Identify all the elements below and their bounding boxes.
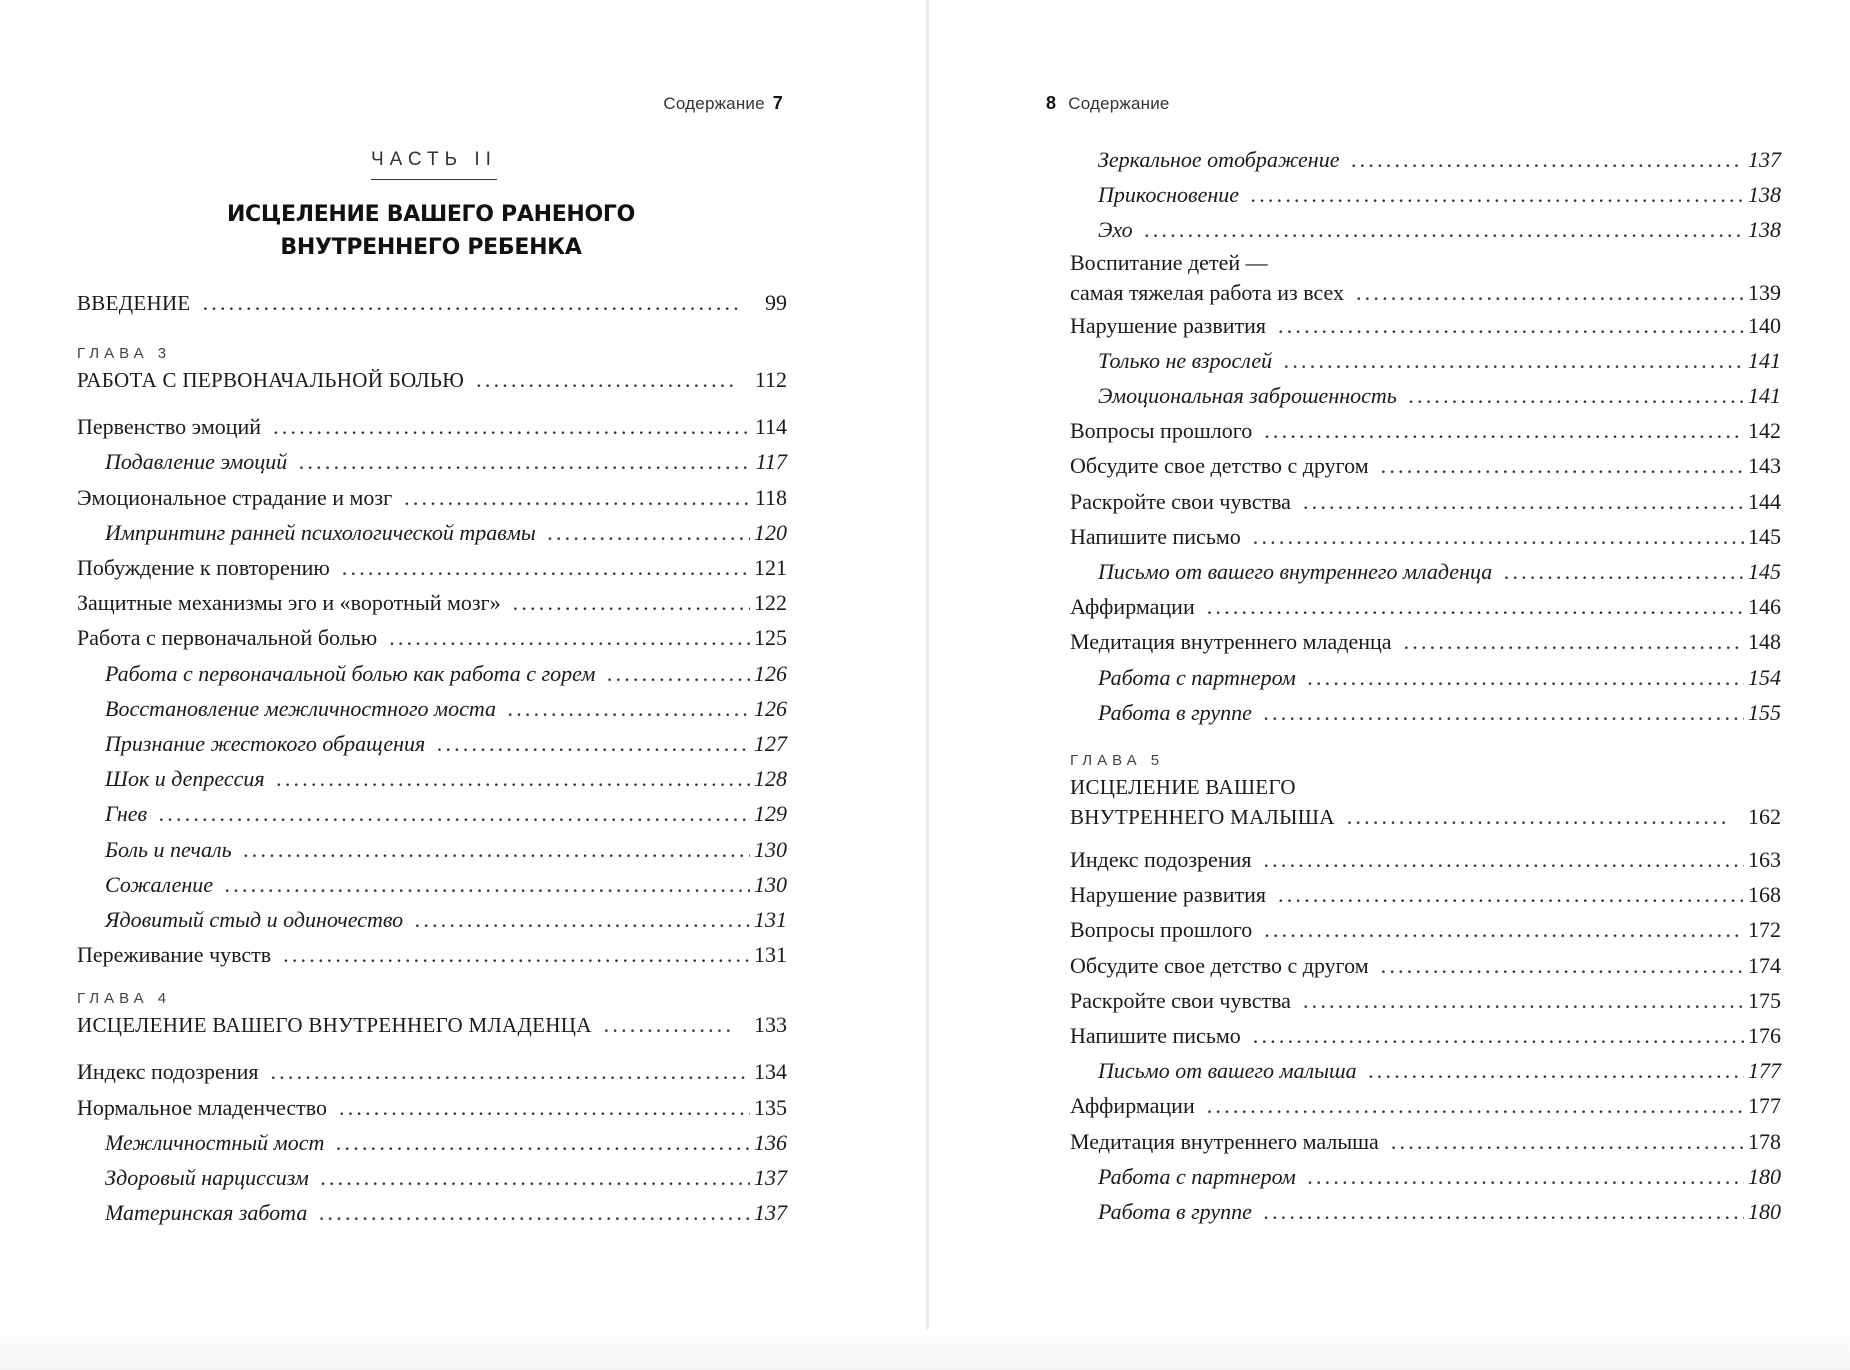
toc-subentry[interactable] — [77, 1125, 787, 1160]
toc-entry — [1070, 802, 1781, 832]
toc-entry[interactable] — [1070, 308, 1781, 343]
leader-dots — [415, 902, 750, 937]
toc-entry-title: Раскройте свои чувства — [1070, 488, 1291, 514]
toc-entry-page: 138 — [1748, 217, 1781, 243]
toc-entry-page: 145 — [1748, 523, 1781, 549]
toc-entry-title: Работа с первоначальной болью как работа с горем — [105, 660, 596, 686]
toc-subentry[interactable] — [1070, 1159, 1781, 1194]
toc-entry-title: Раскройте свои чувства — [1070, 987, 1291, 1013]
right-page — [929, 0, 1850, 1370]
leader-dots — [548, 515, 750, 550]
chapter5-entries — [1070, 842, 1781, 1229]
toc-entry-page: 130 — [754, 871, 787, 897]
leader-dots — [1308, 1159, 1744, 1194]
toc-entry-title: Импринтинг ранней психологической травмы — [105, 519, 536, 545]
toc-subentry[interactable] — [77, 515, 787, 550]
toc-entry-page: 126 — [754, 660, 787, 686]
toc-entry-page: 172 — [1748, 917, 1781, 943]
toc-entry[interactable] — [1070, 912, 1781, 947]
toc-entry-title: Признание жестокого обращения — [105, 731, 426, 757]
toc-entry-page: 117 — [755, 449, 787, 475]
toc-entry-title: Нормальное младенчество — [77, 1094, 327, 1120]
toc-entry[interactable] — [77, 620, 787, 655]
toc-entry-title: Подавление эмоций — [105, 449, 288, 475]
leader-dots — [389, 620, 750, 655]
leader-dots — [1207, 1088, 1744, 1123]
leader-dots — [339, 1090, 750, 1125]
toc-entry-page: 137 — [754, 1200, 787, 1226]
leader-dots — [1145, 212, 1744, 247]
toc-entry-title: Вопросы прошлого — [1070, 418, 1253, 444]
leader-dots — [1351, 142, 1744, 177]
part-title-line: ИСЦЕЛЕНИЕ ВАШЕГО РАНЕНОГО — [226, 202, 636, 227]
toc-entry-parenting[interactable] — [1070, 248, 1781, 308]
leader-dots — [319, 1195, 750, 1230]
toc-entry-title: Медитация внутреннего малыша — [1070, 1128, 1379, 1154]
toc-entry-page: 155 — [1748, 699, 1781, 725]
toc-entry-page: 136 — [754, 1129, 787, 1155]
toc-entry-title: Работа в группе — [1098, 1199, 1252, 1225]
leader-dots — [273, 409, 751, 444]
toc-subentry[interactable] — [77, 691, 787, 726]
toc-entry-page: 178 — [1748, 1128, 1781, 1154]
toc-entry-page: 141 — [1748, 347, 1781, 373]
toc-entry-title: Эмоциональное страдание и мозг — [77, 484, 393, 510]
chapter-title-entry[interactable] — [77, 1010, 787, 1040]
toc-entry-title: Шок и депрессия — [105, 766, 265, 792]
toc-entry-title: ВНУТРЕННЕГО МАЛЫША — [1070, 805, 1335, 830]
leader-dots — [244, 832, 750, 867]
toc-entry-page: 146 — [1748, 594, 1781, 620]
leader-dots — [1263, 842, 1744, 877]
toc-entry-title: Вопросы прошлого — [1070, 917, 1253, 943]
toc-entry[interactable] — [77, 1090, 787, 1125]
leader-dots — [1356, 278, 1744, 308]
toc-entry-title: Медитация внутреннего младенца — [1070, 629, 1392, 655]
toc-entry[interactable] — [77, 937, 787, 972]
toc-entry[interactable] — [1070, 519, 1781, 554]
leader-dots — [1284, 343, 1744, 378]
toc-subentry[interactable] — [1070, 1053, 1781, 1088]
toc-entry-title: Письмо от вашего малыша — [1098, 1058, 1357, 1084]
toc-subentry[interactable] — [77, 867, 787, 902]
toc-entry-page: 122 — [754, 590, 787, 616]
toc-entry-title: Аффирмации — [1070, 594, 1195, 620]
toc-entry-title: Работа с партнером — [1098, 664, 1296, 690]
leader-dots — [1381, 448, 1744, 483]
toc-subentry[interactable] — [77, 726, 787, 761]
toc-entry-page: 125 — [754, 625, 787, 651]
toc-entry-page: 99 — [765, 290, 787, 315]
chapter-title-entry[interactable] — [1070, 772, 1781, 832]
page-number: 7 — [772, 93, 783, 113]
toc-subentry[interactable] — [77, 796, 787, 831]
running-head-label: Содержание — [663, 94, 765, 113]
leader-dots — [270, 1054, 750, 1089]
leader-dots — [1264, 695, 1744, 730]
toc-entry[interactable] — [1070, 983, 1781, 1018]
toc-entry-title: Индекс подозрения — [1070, 847, 1252, 873]
toc-entry-title: Письмо от вашего внутреннего младенца — [1098, 559, 1493, 585]
leader-dots — [437, 726, 750, 761]
leader-dots — [342, 550, 750, 585]
toc-entry-page: 120 — [754, 519, 787, 545]
toc-entry-page: 139 — [1748, 279, 1781, 305]
leader-dots — [1381, 948, 1744, 983]
toc-entry-page: 137 — [1748, 147, 1781, 172]
toc-entry[interactable] — [77, 409, 787, 444]
toc-entry-page: 174 — [1748, 952, 1781, 978]
toc-entry-page: 128 — [754, 766, 787, 792]
toc-entry-page: 140 — [1748, 312, 1781, 338]
toc-entry[interactable] — [1070, 1088, 1781, 1123]
leader-dots — [1369, 1053, 1744, 1088]
toc-entry[interactable] — [77, 1054, 787, 1089]
leader-dots — [225, 867, 750, 902]
leader-dots — [1264, 912, 1744, 947]
toc-subentry[interactable] — [77, 444, 787, 479]
toc-entry[interactable] — [1070, 1018, 1781, 1053]
toc-entry[interactable] — [1070, 948, 1781, 983]
toc-entry-title: Межличностный мост — [105, 1129, 325, 1155]
leader-dots — [1303, 484, 1744, 519]
toc-entry-title: Материнская забота — [105, 1200, 308, 1226]
toc-entry-title: Гнев — [105, 801, 148, 827]
leader-dots — [1308, 660, 1744, 695]
leader-dots — [321, 1160, 750, 1195]
toc-subentry[interactable] — [1070, 343, 1781, 378]
leader-dots — [1347, 802, 1726, 832]
toc-entry-title: Обсудите свое детство с другом — [1070, 453, 1369, 479]
part-label: ЧАСТЬ II — [371, 149, 497, 180]
toc-entry[interactable] — [1070, 624, 1781, 659]
toc-entry-title: Сожаление — [105, 871, 214, 897]
toc-entry-page: 144 — [1748, 488, 1781, 514]
toc-entry-title: Переживание чувств — [77, 942, 272, 968]
toc-entry-title: Напишите письмо — [1070, 1023, 1241, 1049]
toc-entry-page: 180 — [1748, 1199, 1781, 1225]
toc-subentry[interactable] — [1070, 695, 1781, 730]
leader-dots — [283, 937, 750, 972]
toc-entry-title: Восстановление межличностного моста — [105, 695, 497, 721]
leader-dots — [1409, 378, 1744, 413]
running-head-right — [1046, 93, 1170, 114]
toc-entry[interactable] — [1070, 448, 1781, 483]
toc-entry-page: 180 — [1748, 1163, 1781, 1189]
leader-dots — [203, 285, 743, 320]
running-head-left — [663, 93, 783, 114]
toc-entry[interactable] — [77, 550, 787, 585]
toc-subentry[interactable] — [77, 1160, 787, 1195]
chapter-label: ГЛАВА 3 — [77, 345, 172, 363]
toc-entry-page: 177 — [1748, 1058, 1781, 1084]
leader-dots — [1264, 413, 1744, 448]
toc-entry-title: Только не взрослей — [1098, 347, 1273, 373]
leader-dots — [476, 365, 733, 395]
running-head-label: Содержание — [1068, 94, 1170, 113]
toc-entry-page: 177 — [1748, 1093, 1781, 1119]
toc-entry-page: 126 — [754, 695, 787, 721]
toc-entry-page: 112 — [754, 367, 787, 393]
toc-entry-title: Эхо — [1098, 217, 1133, 243]
toc-subentry[interactable] — [1070, 660, 1781, 695]
toc-entry-title: Здоровый нарциссизм — [105, 1165, 309, 1191]
toc-entry-title: ВВЕДЕНИЕ — [77, 291, 191, 315]
toc-entry-page: 138 — [1748, 182, 1781, 208]
leader-dots — [1251, 177, 1744, 212]
toc-entry-page: 131 — [754, 942, 787, 968]
toc-entry-page: 129 — [754, 801, 787, 827]
toc-entry-title: Первенство эмоций — [77, 414, 262, 440]
toc-entry[interactable] — [1070, 413, 1781, 448]
part-title-line: ВНУТРЕННЕГО РЕБЕНКА — [280, 235, 582, 260]
leader-dots — [1207, 589, 1744, 624]
toc-entry-title: Работа в группе — [1098, 699, 1252, 725]
toc-entry-page: 114 — [754, 414, 787, 440]
toc-entry-page: 176 — [1748, 1023, 1781, 1049]
leader-dots — [604, 1010, 732, 1040]
toc-entry[interactable] — [77, 480, 787, 515]
leader-dots — [1253, 1018, 1744, 1053]
toc-entry-title: Работа с первоначальной болью — [77, 625, 378, 651]
chapter4-cont-entries-b — [1070, 308, 1781, 730]
leader-dots — [1391, 1124, 1744, 1159]
toc-subentry[interactable] — [1070, 378, 1781, 413]
leader-dots — [508, 691, 750, 726]
leader-dots — [1278, 308, 1744, 343]
toc-entry[interactable] — [1070, 484, 1781, 519]
toc-subentry[interactable] — [77, 902, 787, 937]
toc-subentry[interactable] — [77, 761, 787, 796]
toc-entry-title: Ядовитый стыд и одиночество — [105, 907, 404, 933]
toc-entry-title: Обсудите свое детство с другом — [1070, 952, 1369, 978]
leader-dots — [1278, 877, 1744, 912]
leader-dots — [277, 761, 750, 796]
toc-entry-title: самая тяжелая работа из всех — [1070, 279, 1344, 305]
chapter-label: ГЛАВА 4 — [77, 990, 172, 1008]
part-title — [0, 198, 862, 264]
toc-subentry[interactable] — [1070, 1194, 1781, 1229]
toc-entry-title: Индекс подозрения — [77, 1059, 259, 1085]
toc-entry-page: 127 — [754, 731, 787, 757]
toc-entry-page: 118 — [754, 484, 787, 510]
toc-entry-page: 175 — [1748, 987, 1781, 1013]
leader-dots — [299, 444, 751, 479]
leader-dots — [1504, 554, 1744, 589]
toc-entry[interactable] — [1070, 589, 1781, 624]
toc-entry-title: Защитные механизмы эго и «воротный мозг» — [77, 590, 501, 616]
chapter4-entries — [77, 1054, 787, 1230]
toc-subentry[interactable] — [1070, 212, 1781, 247]
toc-entry-page: 131 — [754, 907, 787, 933]
toc-entry-title: Нарушение развития — [1070, 882, 1267, 908]
toc-subentry[interactable] — [77, 656, 787, 691]
toc-entry-title: Прикосновение — [1098, 182, 1240, 208]
toc-left — [77, 285, 787, 1230]
leader-dots — [1264, 1194, 1744, 1229]
toc-entry[interactable] — [1070, 877, 1781, 912]
leader-dots — [607, 656, 750, 691]
toc-entry-page: 162 — [1748, 804, 1781, 830]
toc-entry-title: Нарушение развития — [1070, 312, 1267, 338]
toc-entry-page: 141 — [1748, 383, 1781, 409]
toc-entry-title: Эмоциональная заброшенность — [1098, 383, 1397, 409]
toc-entry — [1070, 278, 1781, 308]
toc-subentry[interactable] — [1070, 177, 1781, 212]
toc-entry-page: 143 — [1748, 453, 1781, 479]
toc-entry-page: 154 — [1748, 664, 1781, 690]
toc-entry-page: 121 — [754, 555, 787, 581]
toc-entry-title: РАБОТА С ПЕРВОНАЧАЛЬНОЙ БОЛЬЮ — [77, 368, 465, 393]
chapter-title-entry[interactable] — [77, 365, 787, 395]
toc-entry-title: ИСЦЕЛЕНИЕ ВАШЕГО ВНУТРЕННЕГО МЛАДЕНЦА — [77, 1013, 592, 1038]
leader-dots — [513, 585, 750, 620]
toc-entry-page: 145 — [1748, 559, 1781, 585]
leader-dots — [336, 1125, 750, 1160]
chapter4-cont-entries-a — [1070, 142, 1781, 248]
toc-entry[interactable] — [1070, 842, 1781, 877]
toc-entry-page: 134 — [754, 1059, 787, 1085]
toc-entry[interactable] — [77, 585, 787, 620]
toc-subentry[interactable] — [1070, 142, 1781, 177]
toc-entry-title-line: ИСЦЕЛЕНИЕ ВАШЕГО — [1070, 775, 1296, 800]
chapter-label: ГЛАВА 5 — [1070, 752, 1165, 770]
toc-entry-page: 130 — [754, 836, 787, 862]
toc-entry-page: 148 — [1748, 629, 1781, 655]
toc-subentry[interactable] — [77, 832, 787, 867]
toc-entry-title: Зеркальное отображение — [1098, 147, 1340, 172]
toc-entry[interactable] — [1070, 1124, 1781, 1159]
toc-subentry[interactable] — [77, 1195, 787, 1230]
toc-subentry[interactable] — [1070, 554, 1781, 589]
toc-entry-intro[interactable] — [77, 285, 787, 321]
toc-entry-title: Боль и печаль — [105, 836, 232, 862]
toc-right — [1070, 142, 1781, 1229]
toc-entry-title: Работа с партнером — [1098, 1163, 1296, 1189]
toc-entry-title-line: Воспитание детей — — [1070, 249, 1268, 275]
toc-entry-page: 142 — [1748, 418, 1781, 444]
chapter3-entries — [77, 409, 787, 972]
toc-entry-page: 133 — [754, 1012, 787, 1038]
toc-entry-page: 163 — [1748, 847, 1781, 873]
leader-dots — [159, 796, 750, 831]
toc-entry-page: 168 — [1748, 882, 1781, 908]
leader-dots — [404, 480, 751, 515]
page-number: 8 — [1046, 93, 1057, 113]
toc-entry-title: Напишите письмо — [1070, 523, 1241, 549]
toc-entry-page: 137 — [754, 1165, 787, 1191]
leader-dots — [1404, 624, 1744, 659]
page-bottom-shade — [0, 1330, 1850, 1370]
leader-dots — [1253, 519, 1744, 554]
toc-entry-page: 135 — [754, 1094, 787, 1120]
leader-dots — [1303, 983, 1744, 1018]
toc-entry-title: Побуждение к повторению — [77, 555, 330, 581]
toc-entry-title: Аффирмации — [1070, 1093, 1195, 1119]
